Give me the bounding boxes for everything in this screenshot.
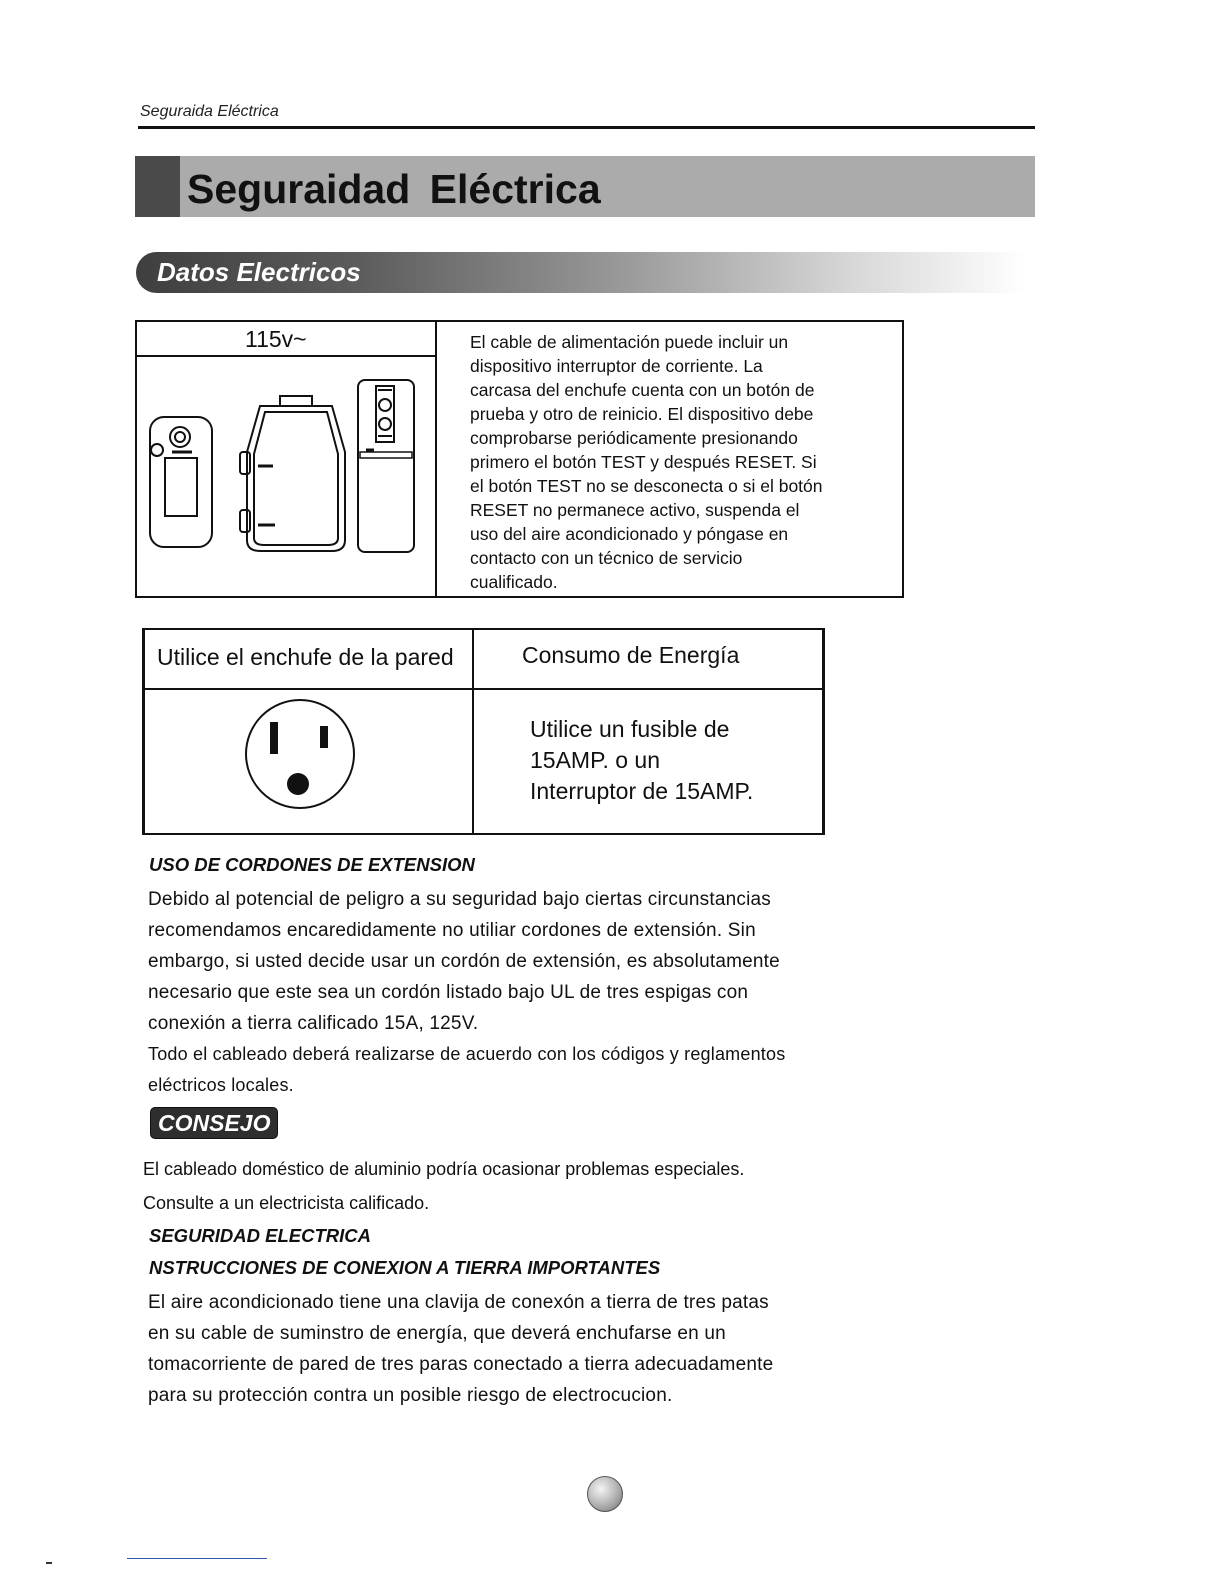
text-line: El cable de alimentación puede incluir un xyxy=(470,332,789,352)
breaker-devices-illustration xyxy=(140,370,430,560)
page-number-circle xyxy=(587,1476,623,1512)
wall-outlet-icon xyxy=(242,698,358,814)
extension-heading: USO DE CORDONES DE EXTENSION xyxy=(149,854,475,875)
text-line: necesario que este sea un cordón listado bajo UL de tres espigas con xyxy=(148,982,749,1003)
text-line: El cableado doméstico de aluminio podría ocasionar problemas especiales. xyxy=(143,1159,745,1179)
text-line: el botón TEST no se desconecta o si el botón xyxy=(470,476,823,496)
power-header: Consumo de Energía xyxy=(522,642,740,668)
text-line: El aire acondicionado tiene una clavija de conexón a tierra de tres patas xyxy=(148,1292,769,1313)
text-line: carcasa del enchufe cuenta con un botón de xyxy=(470,380,815,400)
text-line: conexión a tierra calificado 15A, 125V. xyxy=(148,1013,479,1034)
section-title: Datos Electricos xyxy=(157,257,361,287)
text-line: prueba y otro de reinicio. El dispositivo debe xyxy=(470,404,814,424)
text-line: Todo el cableado deberá realizarse de acuerdo con los códigos y reglamentos xyxy=(148,1044,786,1064)
title-accent-block xyxy=(135,156,180,217)
running-header: Seguraida Eléctrica xyxy=(140,103,279,120)
text-line: RESET no permanece activo, suspenda el xyxy=(470,500,800,520)
text-line: en su cable de suminstro de energía, que deverá enchufarse en un xyxy=(148,1323,726,1344)
text-line: Consulte a un electricista calificado. xyxy=(143,1193,430,1213)
text-line: embargo, si usted decide usar un cordón de extensión, es absolutamente xyxy=(148,951,780,972)
outlet-header: Utilice el enchufe de la pared xyxy=(157,644,454,670)
text-line: primero el botón TEST y después RESET. Si xyxy=(470,452,817,472)
text-line: recomendamos encaredidamente no utiliar cordones de extensión. Sin xyxy=(148,920,756,941)
text-line: para su protección contra un posible riesgo de electrocucion. xyxy=(148,1385,673,1406)
text-line: cualificado. xyxy=(470,572,558,592)
footer-mark xyxy=(46,1562,52,1564)
fuse-instructions xyxy=(530,714,810,807)
text-line: 15AMP. o un xyxy=(530,747,661,773)
table-divider xyxy=(472,628,474,835)
grounding-paragraph xyxy=(148,1287,888,1411)
table-divider xyxy=(435,320,437,598)
header-rule xyxy=(138,126,1035,129)
breaker-description xyxy=(470,330,880,594)
plug-side-icon xyxy=(240,396,345,551)
tip-text xyxy=(143,1152,883,1220)
grounding-heading: NSTRUCCIONES DE CONEXION A TIERRA IMPORTANTES xyxy=(149,1257,661,1278)
table-divider xyxy=(135,355,437,357)
text-line: comprobarse periódicamente presionando xyxy=(470,428,798,448)
extension-paragraph xyxy=(148,884,888,1101)
text-line: Interruptor de 15AMP. xyxy=(530,778,754,804)
footer-rule xyxy=(127,1558,267,1559)
text-line: eléctricos locales. xyxy=(148,1075,294,1095)
text-line: contacto con un técnico de servicio xyxy=(470,548,743,568)
table-divider xyxy=(142,688,825,690)
page-title: Seguraidad Eléctrica xyxy=(187,166,601,212)
text-line: uso del aire acondicionado y póngase en xyxy=(470,524,789,544)
tip-badge: CONSEJO xyxy=(151,1108,277,1138)
text-line: dispositivo interruptor de corriente. La xyxy=(470,356,763,376)
safety-heading: SEGURIDAD ELECTRICA xyxy=(149,1225,372,1246)
text-line: tomacorriente de pared de tres paras conectado a tierra adecuadamente xyxy=(148,1354,774,1375)
text-line: Debido al potencial de peligro a su seguridad bajo ciertas circunstancias xyxy=(148,889,771,910)
voltage-label: 115v~ xyxy=(245,326,307,352)
plug-top-icon xyxy=(358,380,414,552)
plug-front-icon xyxy=(150,417,212,547)
text-line: Utilice un fusible de xyxy=(530,716,730,742)
